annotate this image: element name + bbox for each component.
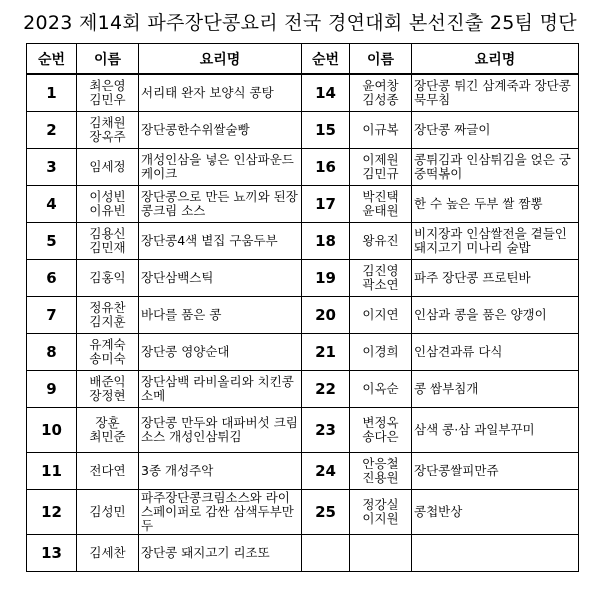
entry-names: [77, 111, 139, 148]
participant-name: 이지연: [362, 306, 399, 322]
entry-number: 16: [302, 148, 350, 185]
dish-name: 3종 개성주악: [139, 452, 302, 489]
dish-name: [412, 534, 579, 571]
table-row: [27, 74, 579, 111]
entry-number: 6: [27, 259, 77, 296]
entry-number: 14: [302, 74, 350, 111]
entry-names: [77, 148, 139, 185]
entry-number: 21: [302, 333, 350, 370]
participant-name: 정유찬: [89, 299, 126, 315]
participant-name: 전다연: [89, 462, 126, 478]
entry-names: [350, 370, 412, 407]
entry-number: 2: [27, 111, 77, 148]
dish-name: 장단콩쌀피만쥬: [412, 452, 579, 489]
entry-number: [302, 534, 350, 571]
table-row: [27, 148, 579, 185]
entry-names: [77, 333, 139, 370]
participant-name: 김민우: [89, 91, 126, 107]
participant-name: 김홍익: [89, 269, 126, 285]
dish-name: 장단콩 짜글이: [412, 111, 579, 148]
entry-number: 7: [27, 296, 77, 333]
entry-names: [350, 534, 412, 571]
table-body: [27, 74, 579, 571]
participant-name: 김성종: [362, 91, 399, 107]
dish-name: 인삼견과류 다식: [412, 333, 579, 370]
table-row: [27, 296, 579, 333]
dish-name: 파주장단콩크림소스와 라이스페이퍼로 감싼 삼색두부만두: [139, 489, 302, 534]
entry-number: 15: [302, 111, 350, 148]
participant-name: 장훈: [95, 414, 120, 430]
entry-names: [77, 489, 139, 534]
participant-name: 이성빈: [89, 188, 126, 204]
participant-name: 유계숙: [89, 336, 126, 352]
participant-name: 최은영: [89, 77, 126, 93]
entry-names: [350, 74, 412, 111]
participant-name: 김진영: [362, 262, 399, 278]
entry-names: [77, 74, 139, 111]
entry-names: [350, 333, 412, 370]
dish-name: 인삼과 콩을 품은 양갱이: [412, 296, 579, 333]
dish-name: 장단콩 영양순대: [139, 333, 302, 370]
entry-number: 25: [302, 489, 350, 534]
participant-name: 이규복: [362, 121, 399, 137]
participant-name: 장정현: [89, 387, 126, 403]
participant-name: 김민재: [89, 239, 126, 255]
entry-names: [77, 296, 139, 333]
participant-name: 윤여창: [362, 77, 399, 93]
entry-number: 23: [302, 407, 350, 452]
entry-names: [350, 111, 412, 148]
entry-number: 17: [302, 185, 350, 222]
dish-name: 콩튀김과 인삼튀김을 얹은 궁중떡볶이: [412, 148, 579, 185]
dish-name: 장단콩 만두와 대파버섯 크림소스 개성인삼튀김: [139, 407, 302, 452]
header-names: 이름: [77, 44, 139, 75]
participant-name: 김용신: [89, 225, 126, 241]
header-no: 순번: [27, 44, 77, 75]
table-row: [27, 185, 579, 222]
participant-name: 김민규: [362, 165, 399, 181]
participant-name: 배준익: [89, 373, 126, 389]
dish-name: 한 수 높은 두부 쌀 짬뽕: [412, 185, 579, 222]
table-row: [27, 222, 579, 259]
entry-number: 4: [27, 185, 77, 222]
dish-name: 서리태 완자 보양식 콩탕: [139, 74, 302, 111]
table-row: [27, 111, 579, 148]
entry-number: 22: [302, 370, 350, 407]
dish-name: 콩첩반상: [412, 489, 579, 534]
entry-number: 11: [27, 452, 77, 489]
participant-name: 김성민: [89, 503, 126, 519]
entry-names: [350, 185, 412, 222]
participant-name: 정강실: [362, 496, 399, 512]
participant-name: 김채원: [89, 114, 126, 130]
entry-names: [77, 185, 139, 222]
entry-names: [350, 489, 412, 534]
dish-name: 장단콩으로 만든 뇨끼와 된장콩크림 소스: [139, 185, 302, 222]
dish-name: 장단콩한수위쌀술빵: [139, 111, 302, 148]
entry-names: [350, 452, 412, 489]
entry-number: 9: [27, 370, 77, 407]
dish-name: 콩 쌈부침개: [412, 370, 579, 407]
entry-number: 13: [27, 534, 77, 571]
entry-number: 24: [302, 452, 350, 489]
finalist-table: [26, 43, 579, 572]
participant-name: 임세정: [89, 158, 126, 174]
header-names: 이름: [350, 44, 412, 75]
entry-names: [350, 148, 412, 185]
participant-name: 이지원: [362, 510, 399, 526]
participant-name: 진용원: [362, 469, 399, 485]
dish-name: 장단콩 튀긴 삼계죽과 장단콩묵무침: [412, 74, 579, 111]
participant-name: 윤태원: [362, 202, 399, 218]
participant-name: 박진택: [362, 188, 399, 204]
participant-name: 이경희: [362, 343, 399, 359]
entry-number: 3: [27, 148, 77, 185]
dish-name: 삼색 콩·삼 과일부꾸미: [412, 407, 579, 452]
entry-number: 8: [27, 333, 77, 370]
table-row: [27, 534, 579, 571]
table-row: [27, 259, 579, 296]
entry-names: [77, 452, 139, 489]
dish-name: 비지장과 인삼쌀전을 곁들인 돼지고기 미나리 술밥: [412, 222, 579, 259]
document-title: 2023 제14회 파주장단콩요리 전국 경연대회 본선진출 25팀 명단: [23, 12, 577, 34]
entry-number: 19: [302, 259, 350, 296]
entry-number: 18: [302, 222, 350, 259]
entry-names: [77, 534, 139, 571]
participant-name: 이제원: [362, 151, 399, 167]
participant-name: 송미숙: [89, 350, 126, 366]
entry-number: 20: [302, 296, 350, 333]
table-row: [27, 489, 579, 534]
dish-name: 파주 장단콩 프로틴바: [412, 259, 579, 296]
table-row: [27, 452, 579, 489]
participant-name: 이유빈: [89, 202, 126, 218]
participant-name: 장옥주: [89, 128, 126, 144]
header-dish: 요리명: [412, 44, 579, 75]
participant-name: 안응철: [362, 455, 399, 471]
participant-name: 변정옥: [362, 414, 399, 430]
participant-name: 최민준: [89, 428, 126, 444]
entry-number: 10: [27, 407, 77, 452]
table-row: [27, 407, 579, 452]
entry-names: [350, 222, 412, 259]
participant-name: 왕유진: [362, 232, 399, 248]
header-dish: 요리명: [139, 44, 302, 75]
dish-name: 장단삼백스틱: [139, 259, 302, 296]
entry-names: [77, 259, 139, 296]
table-row: [27, 333, 579, 370]
dish-name: 장단삼백 라비올리와 치킨콩소메: [139, 370, 302, 407]
dish-name: 개성인삼을 넣은 인삼파운드케이크: [139, 148, 302, 185]
header-row: [27, 44, 579, 75]
participant-name: 송다은: [362, 428, 399, 444]
entry-names: [350, 259, 412, 296]
table-row: [27, 370, 579, 407]
participant-name: 김지훈: [89, 313, 126, 329]
header-no: 순번: [302, 44, 350, 75]
entry-names: [77, 222, 139, 259]
entry-names: [77, 407, 139, 452]
participant-name: 곽소연: [362, 276, 399, 292]
dish-name: 장단콩 돼지고기 리조또: [139, 534, 302, 571]
entry-number: 5: [27, 222, 77, 259]
participant-name: 김세찬: [89, 544, 126, 560]
dish-name: 바다를 품은 콩: [139, 296, 302, 333]
entry-number: 1: [27, 74, 77, 111]
participant-name: 이옥순: [362, 380, 399, 396]
entry-names: [77, 370, 139, 407]
entry-names: [350, 407, 412, 452]
dish-name: 장단콩4색 볕집 구움두부: [139, 222, 302, 259]
entry-number: 12: [27, 489, 77, 534]
entry-names: [350, 296, 412, 333]
